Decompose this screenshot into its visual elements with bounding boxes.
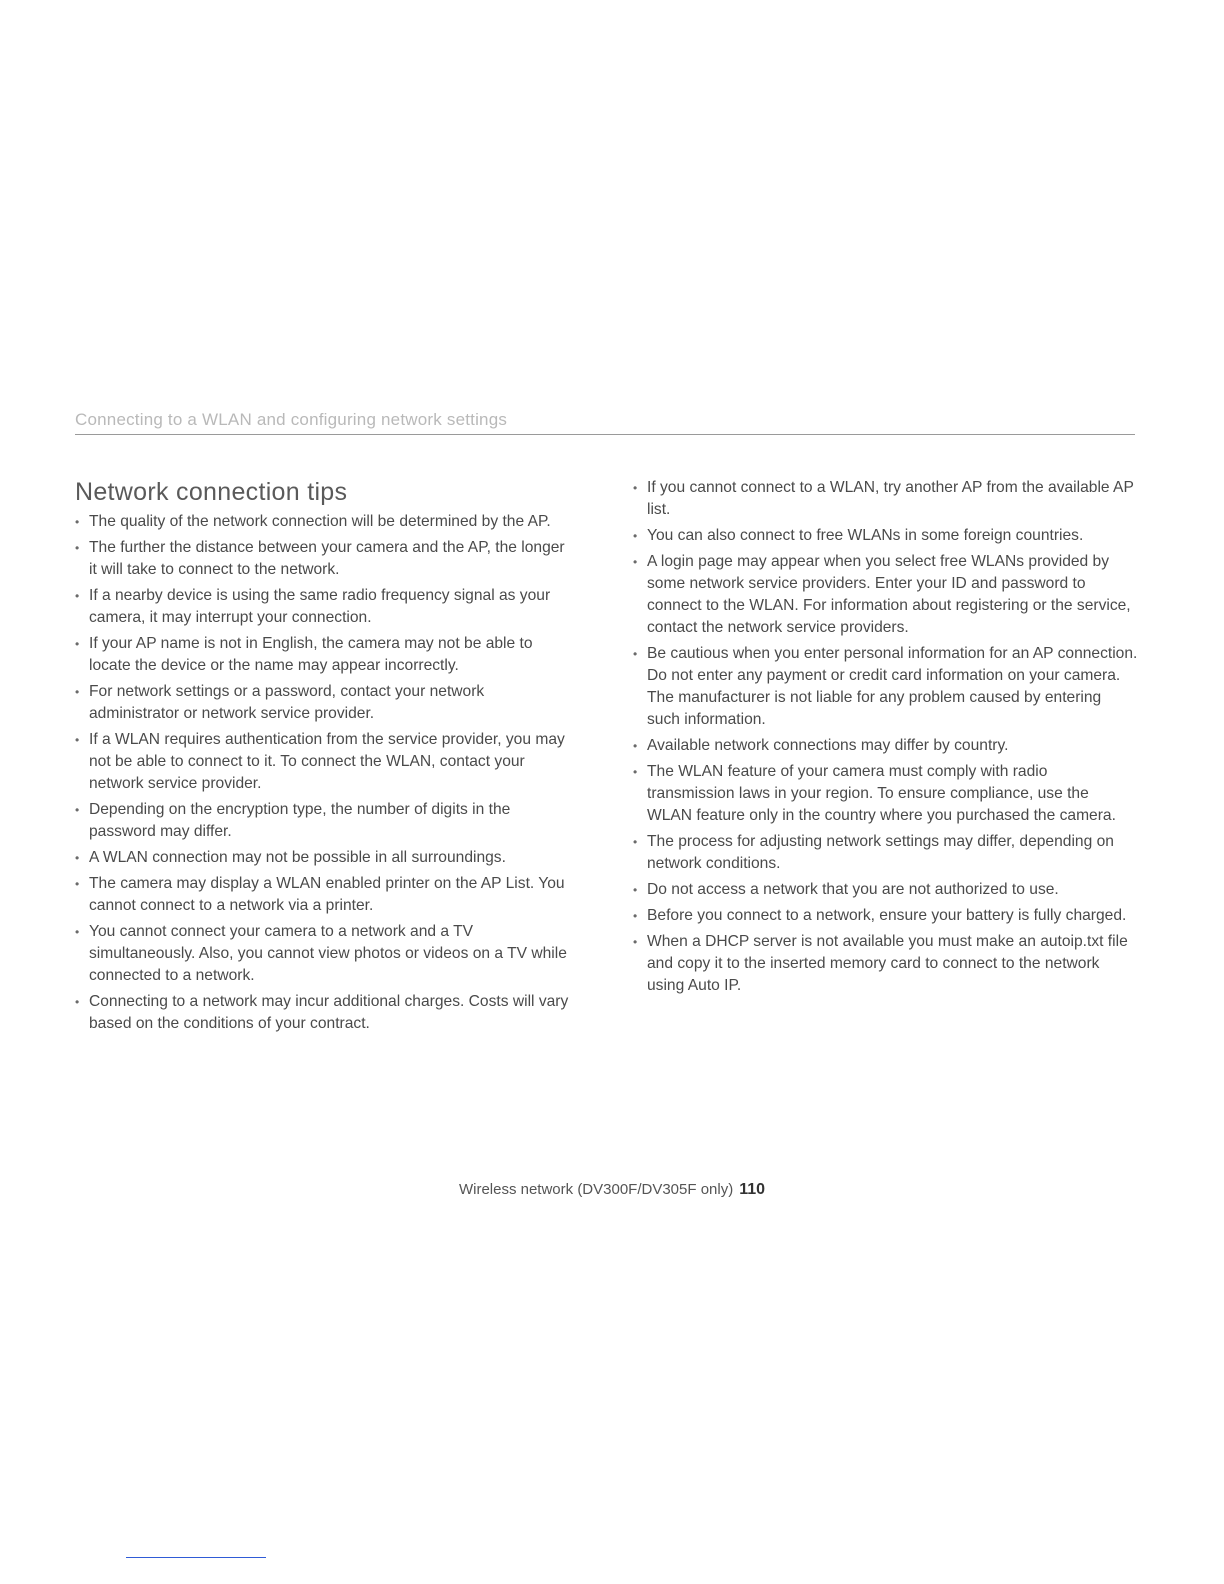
header-divider	[75, 434, 1135, 435]
tip-item	[75, 799, 570, 843]
tip-item	[633, 551, 1138, 639]
bullet-icon: •	[75, 515, 80, 529]
bullet-icon: •	[633, 529, 638, 543]
tip-item	[75, 847, 570, 869]
bullet-icon: •	[633, 739, 638, 753]
bullet-icon: •	[633, 883, 638, 897]
tip-item	[75, 585, 570, 629]
tip-text: The process for adjusting network settings may differ, depending on network conditions.	[647, 833, 1114, 872]
tip-item	[75, 537, 570, 581]
bullet-icon: •	[75, 637, 80, 651]
footer-label: Wireless network (DV300F/DV305F only)	[458, 1181, 734, 1198]
bullet-icon: •	[75, 851, 80, 865]
bullet-icon: •	[633, 481, 638, 495]
bullet-icon: •	[75, 995, 80, 1009]
bullet-icon: •	[75, 541, 80, 555]
tip-item	[633, 879, 1138, 901]
bullet-icon: •	[75, 589, 80, 603]
running-header: Connecting to a WLAN and configuring network settings	[75, 410, 508, 429]
tip-text: For network settings or a password, contact your network administrator or network service provider.	[89, 683, 485, 722]
tip-text: When a DHCP server is not available you must make an autoip.txt file and copy it to the inserted memory card to connect to the network using Auto IP.	[647, 933, 1128, 994]
tip-text: The quality of the network connection will be determined by the AP.	[89, 513, 551, 530]
tip-text: A login page may appear when you select free WLANs provided by some network service providers. Enter your ID and password to connect to the WLAN. For information about registering or the service, contact the network service providers.	[647, 553, 1131, 636]
tip-item	[75, 511, 570, 533]
right-tip-list	[633, 477, 1138, 1001]
tip-item	[633, 643, 1138, 731]
bullet-icon: •	[75, 803, 80, 817]
tip-text: Be cautious when you enter personal information for an AP connection. Do not enter any payment or credit card information on your camera. The manufacturer is not liable for any problem caused by entering such information.	[647, 645, 1138, 728]
tip-text: The WLAN feature of your camera must comply with radio transmission laws in your region. To ensure compliance, use the WLAN feature only in the country where you purchased the camera.	[647, 763, 1116, 824]
tip-text: Connecting to a network may incur additional charges. Costs will vary based on the conditions of your contract.	[89, 993, 569, 1032]
bullet-icon: •	[633, 765, 638, 779]
tip-text: If you cannot connect to a WLAN, try another AP from the available AP list.	[647, 479, 1134, 518]
bullet-icon: •	[633, 835, 638, 849]
tip-item	[633, 525, 1138, 547]
tip-item	[75, 633, 570, 677]
bullet-icon: •	[75, 877, 80, 891]
left-tip-list	[75, 511, 570, 1039]
tip-item	[633, 761, 1138, 827]
bullet-icon: •	[633, 909, 638, 923]
tip-text: The camera may display a WLAN enabled printer on the AP List. You cannot connect to a network via a printer.	[89, 875, 565, 914]
bullet-icon: •	[75, 685, 80, 699]
tip-text: Do not access a network that you are not authorized to use.	[647, 881, 1059, 898]
tip-item	[75, 681, 570, 725]
tip-text: You cannot connect your camera to a network and a TV simultaneously. Also, you cannot view photos or videos on a TV while connected to a network.	[89, 923, 567, 984]
section-heading: Network connection tips	[75, 478, 348, 506]
tip-item	[75, 729, 570, 795]
tip-text: The further the distance between your camera and the AP, the longer it will take to connect to the network.	[89, 539, 565, 578]
tip-item	[633, 905, 1138, 927]
bullet-icon: •	[633, 935, 638, 949]
page-number: 110	[739, 1181, 766, 1198]
tip-item	[75, 921, 570, 987]
page-footer	[0, 1181, 1224, 1199]
tip-text: Depending on the encryption type, the number of digits in the password may differ.	[89, 801, 511, 840]
bullet-icon: •	[633, 555, 638, 569]
tip-text: You can also connect to free WLANs in some foreign countries.	[647, 527, 1084, 544]
link-underline	[126, 1557, 266, 1558]
tip-text: If a WLAN requires authentication from the service provider, you may not be able to connect to it. To connect the WLAN, contact your network service provider.	[89, 731, 565, 792]
tip-item	[633, 477, 1138, 521]
tip-text: Available network connections may differ by country.	[647, 737, 1009, 754]
tip-item	[633, 931, 1138, 997]
tip-text: If your AP name is not in English, the camera may not be able to locate the device or the name may appear incorrectly.	[89, 635, 533, 674]
bullet-icon: •	[633, 647, 638, 661]
bullet-icon: •	[75, 925, 80, 939]
tip-item	[75, 873, 570, 917]
bullet-icon: •	[75, 733, 80, 747]
tip-item	[633, 735, 1138, 757]
tip-item	[633, 831, 1138, 875]
tip-item	[75, 991, 570, 1035]
tip-text: If a nearby device is using the same radio frequency signal as your camera, it may interrupt your connection.	[89, 587, 551, 626]
tip-text: Before you connect to a network, ensure your battery is fully charged.	[647, 907, 1127, 924]
tip-text: A WLAN connection may not be possible in all surroundings.	[89, 849, 506, 866]
